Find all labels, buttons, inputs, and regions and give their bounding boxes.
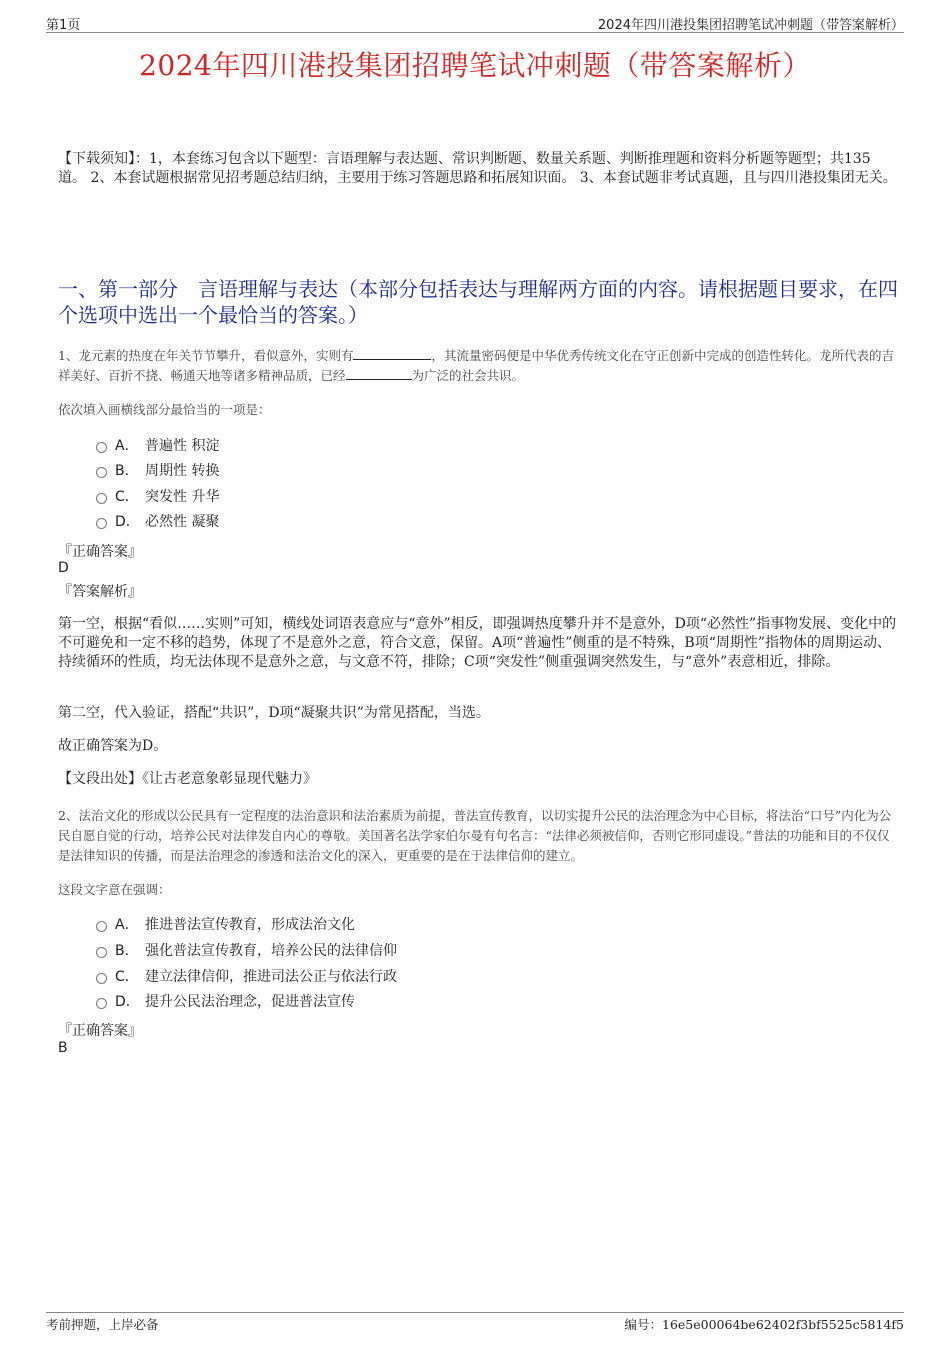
q1-answer-label: 『正确答案』 <box>58 544 142 560</box>
q1-source: 【文段出处】《让古老意象彰显现代魅力》 <box>58 771 317 787</box>
q1-option-a[interactable]: A． 普遍性 积淀 <box>96 436 219 456</box>
radio-icon[interactable] <box>96 947 107 958</box>
radio-icon[interactable] <box>96 493 107 504</box>
fill-blank-2 <box>346 366 412 380</box>
q1-analysis-label: 『答案解析』 <box>58 584 142 600</box>
q2-option-a[interactable]: A． 推进普法宣传教育，形成法治文化 <box>96 915 355 935</box>
q1-answer: D <box>58 560 69 576</box>
q1-analysis-paragraph-1: 第一空，根据“看似……实则”可知，横线处词语表意应与“意外”相反，即强调热度攀升并不是意外，D项“必然性”指事物发展、变化中的不可避免和一定不移的趋势，体现了不是意外之意，符合文意，保留。A项“普遍性”侧重的是不特殊，B项“周期性”指物体的周期运动、持续循环的性质，均无法体现不是意外之意，与文意不符，排除；C项“突发性”侧重强调突然发生，与“意外”表意相近，排除。 <box>58 616 897 670</box>
q1-analysis-paragraph-3: 故正确答案为D。 <box>58 738 168 754</box>
q2-option-c[interactable]: C． 建立法律信仰，推进司法公正与依法行政 <box>96 967 397 987</box>
q2-option-d[interactable]: D． 提升公民法治理念，促进普法宣传 <box>96 992 355 1012</box>
footer-doc-id: 编号：16e5e00064be62402f3bf5525c5814f5 <box>624 1317 904 1332</box>
q1-analysis-paragraph-2: 第二空，代入验证，搭配“共识”，D项“凝聚共识”为常见搭配，当选。 <box>58 705 490 721</box>
radio-icon[interactable] <box>96 518 107 529</box>
q2-answer-label: 『正确答案』 <box>58 1023 142 1039</box>
q1-option-b[interactable]: B． 周期性 转换 <box>96 461 219 481</box>
q2-answer: B <box>58 1040 68 1056</box>
radio-icon[interactable] <box>96 442 107 453</box>
document-title: 2024年四川港投集团招聘笔试冲刺题（带答案解析） <box>139 49 811 82</box>
header-doc-title: 2024年四川港投集团招聘笔试冲刺题（带答案解析） <box>597 18 904 33</box>
fill-blank-1 <box>353 346 431 360</box>
question-2-prompt: 这段文字意在强调： <box>58 882 171 897</box>
question-1-prompt: 依次填入画横线部分最恰当的一项是： <box>58 402 271 417</box>
footer-slogan: 考前押题，上岸必备 <box>46 1317 159 1332</box>
radio-icon[interactable] <box>96 921 107 932</box>
radio-icon[interactable] <box>96 998 107 1009</box>
page-number: 第1页 <box>46 18 81 33</box>
q1-option-c[interactable]: C． 突发性 升华 <box>96 487 219 507</box>
q1-option-d[interactable]: D． 必然性 凝聚 <box>96 512 219 532</box>
question-1-text: 1、龙元素的热度在年关节节攀升，看似意外，实则有 ，其流量密码便是中华优秀传统文化在守正创新中完成的创造性转化。龙所代表的吉祥美好、百折不挠、畅通天地等诸多精神品质，已经 为广泛的社会共识。 <box>58 348 894 383</box>
download-notice: 【下载须知】：1，本套练习包含以下题型：言语理解与表达题、常识判断题、数量关系题、判断推理题和资料分析题等题型；共135道。 2、本套试题根据常见招考题总结归纳，主要用于练习答题思路和拓展知识面。 3、本套试题非考试真题，且与四川港投集团无关。 <box>58 151 897 186</box>
page-footer <box>46 1312 904 1335</box>
radio-icon[interactable] <box>96 467 107 478</box>
section-heading: 一、第一部分 言语理解与表达（本部分包括表达与理解两方面的内容。请根据题目要求，在四个选项中选出一个最恰当的答案。） <box>58 277 898 327</box>
page-header <box>46 14 904 33</box>
question-2-text: 2、法治文化的形成以公民具有一定程度的法治意识和法治素质为前提，普法宣传教育，以切实提升公民的法治理念为中心目标，将法治“口号”内化为公民自愿自觉的行动，培养公民对法律发自内心的尊敬。美国著名法学家伯尔曼有句名言：“法律必须被信仰，否则它形同虚设。”普法的功能和目的不仅仅是法律知识的传播，而是法治理念的渗透和法治文化的深入，更重要的是在于法律信仰的建立。 <box>58 808 892 863</box>
q2-option-b[interactable]: B． 强化普法宣传教育，培养公民的法律信仰 <box>96 941 397 961</box>
radio-icon[interactable] <box>96 973 107 984</box>
